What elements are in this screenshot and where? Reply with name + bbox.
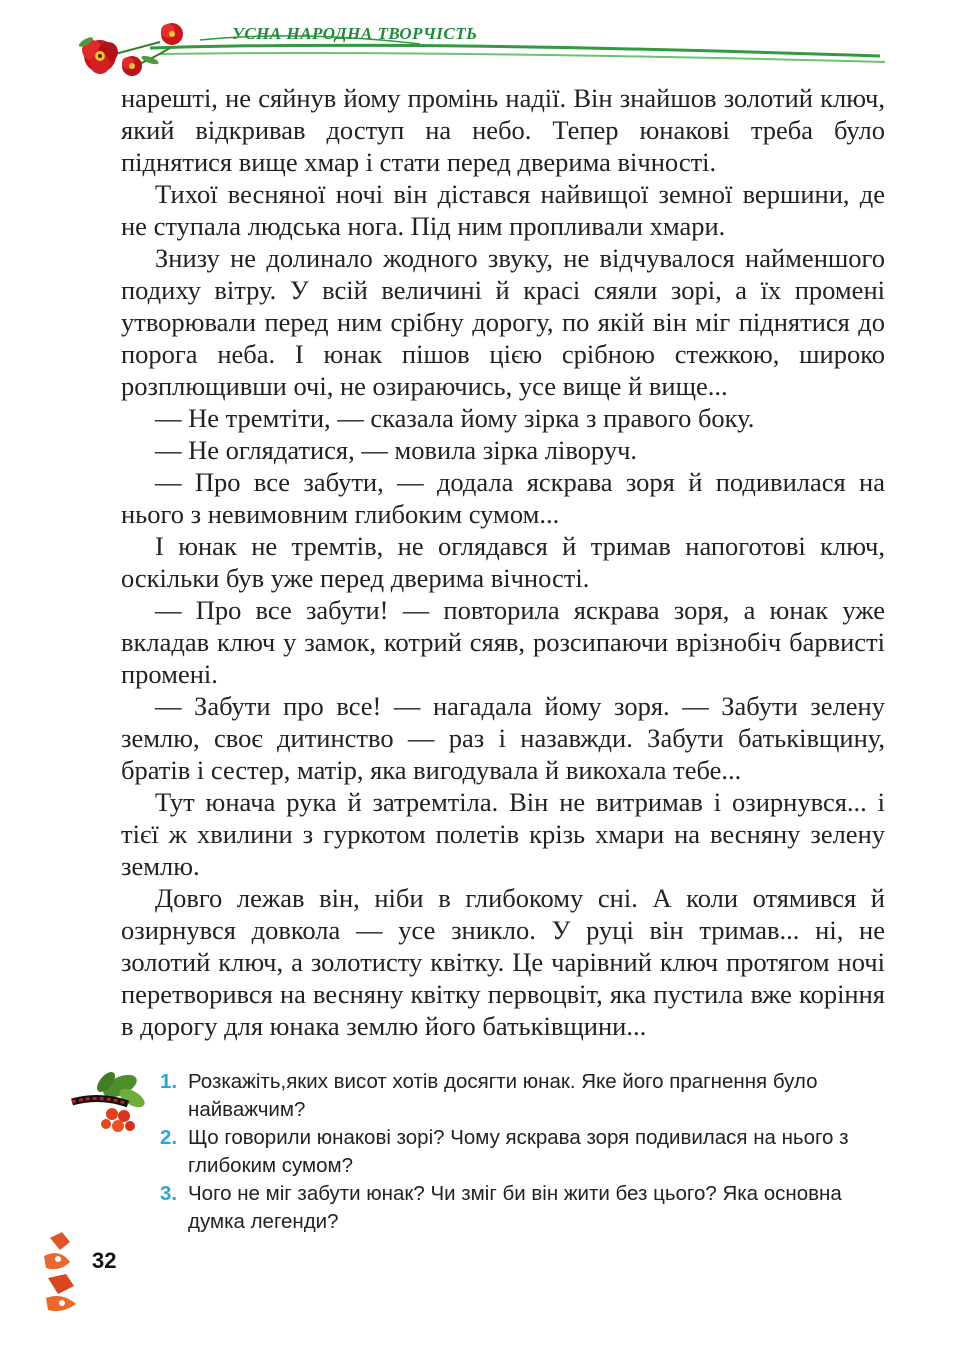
question-number: 2. [160, 1126, 178, 1149]
paragraph: — Забути про все! — нагадала йому зоря. — Забути зелену землю, своє дитинство — раз і назавжди. Забути батьківщину, братів і сестер, матір, яка вигодувала й викохала тебе... [121, 691, 885, 785]
paragraph: нарешті, не сяйнув йому промінь надії. Він знайшов золотий ключ, який відкривав доступ на небо. Тепер юнакові треба було піднятися вище хмар і стати перед дверима вічності. [121, 83, 885, 177]
question-item [150, 1180, 890, 1236]
rowan-berries-icon [70, 1068, 152, 1138]
questions-list [150, 1068, 890, 1236]
paragraph: Знизу не долинало жодного звуку, не відчувалося найменшого подиху вітру. У всій величині й красі сяяли зорі, а їх промені утворювали перед ним срібну дорогу, по якій він міг піднятися до порога неба. І юнак пішов цією срібною стежкою, широко розплющивши очі, не озираючись, усе вище й вище... [121, 243, 885, 401]
folk-ornament-icon [40, 1228, 90, 1318]
question-item [150, 1124, 890, 1180]
question-item [150, 1068, 890, 1124]
story-text [121, 82, 885, 1042]
paragraph: Тихої весняної ночі він дістався найвищої земної вершини, де не ступала людська нога. Під ним пропливали хмари. [121, 179, 885, 241]
question-text: Що говорили юнакові зорі? Чому яскрава зоря подивилася на нього з глибоким сумом? [188, 1126, 849, 1177]
paragraph: — Не оглядатися, — мовила зірка ліворуч. [155, 435, 638, 465]
page-number: 32 [92, 1248, 117, 1273]
question-text: Чого не міг забути юнак? Чи зміг би він жити без цього? Яка основна думка легенди? [188, 1182, 842, 1233]
paragraph: — Про все забути! — повторила яскрава зоря, а юнак уже вкладав ключ у замок, котрий сяяв, розсипаючи врізнобіч барвисті промені. [121, 595, 885, 689]
paragraph: Тут юнача рука й затремтіла. Він не витримав і озирнувся... і тієї ж хвилини з гуркотом полетів крізь хмари на весняну зелену землю. [121, 787, 885, 881]
paragraph: — Про все забути, — додала яскрава зоря й подивилася на нього з невимовним глибоким сумом... [121, 467, 885, 529]
question-number: 3. [160, 1182, 178, 1205]
section-title: УСНА НАРОДНА ТВОРЧІСТЬ [232, 24, 478, 43]
paragraph: Довго лежав він, ніби в глибокому сні. А коли отямився й озирнувся довкола — усе зникло. У руці він тримав... ні, не золотий ключ, а золотисту квітку. Це чарівний ключ протягом ночі перетворився на весняну квітку первоцвіт, яка пустила вже коріння в дорогу для юнака землю його батьківщини... [121, 883, 885, 1041]
page-header [0, 0, 963, 90]
question-text: Розкажіть,яких висот хотів досягти юнак. Яке його прагнення було найважчим? [188, 1070, 818, 1121]
paragraph: — Не тремтіти, — сказала йому зірка з правого боку. [155, 403, 755, 433]
question-number: 1. [160, 1070, 178, 1093]
poppy-flowers-icon [0, 0, 963, 90]
paragraph: І юнак не тремтів, не оглядався й тримав напоготові ключ, оскільки був уже перед дверима вічності. [121, 531, 885, 593]
